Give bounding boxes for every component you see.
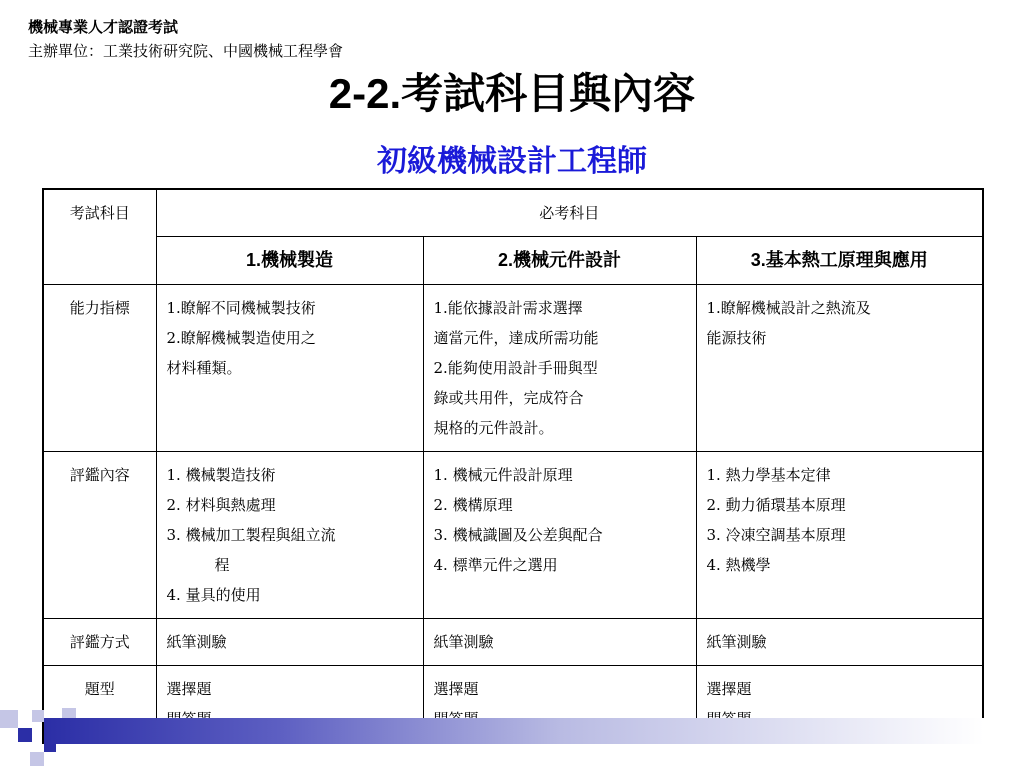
subject-1: 1.機械製造 <box>156 237 423 285</box>
table-cell: 1. 機械元件設計原理 2. 機構原理 3. 機械識圖及公差與配合 4. 標準元件之選用 <box>423 452 696 619</box>
table-cell: 選擇題 <box>156 666 423 744</box>
subjects-row <box>43 237 983 285</box>
table-row <box>43 619 983 666</box>
table-cell: 紙筆測驗 <box>423 619 696 666</box>
table-header-row <box>43 189 983 237</box>
decor-gradient-bar <box>44 718 984 744</box>
table-cell: 1. 熱力學基本定律 2. 動力循環基本原理 3. 冷凍空調基本原理 4. 熱機學 <box>696 452 983 619</box>
table-cell: 1.瞭解機械設計之熱流及 能源技術 <box>696 285 983 452</box>
decor-square-light-2 <box>32 710 44 722</box>
table-row <box>43 452 983 619</box>
table-cell: 選擇題 <box>696 666 983 744</box>
corner-header: 考試科目 <box>43 189 156 285</box>
table-cell: 1.能依據設計需求選擇 適當元件，達成所需功能 2.能夠使用設計手冊與型 錄或共用件，完成符合 規格的元件設計。 <box>423 285 696 452</box>
exam-table <box>42 188 984 744</box>
decor-square-light-4 <box>30 752 44 766</box>
row-label: 評鑑內容 <box>43 452 156 619</box>
subject-2: 2.機械元件設計 <box>423 237 696 285</box>
required-subjects-header: 必考科目 <box>156 189 983 237</box>
table-cell: 選擇題 <box>423 666 696 744</box>
page-title <box>0 66 1024 122</box>
table-cell: 紙筆測驗 <box>696 619 983 666</box>
header-organizer: 主辦單位：工業技術研究院、中國機械工程學會 <box>28 42 344 60</box>
table-cell: 1.瞭解不同機械製技術 2.瞭解機械製造使用之 材料種類。 <box>156 285 423 452</box>
table-cell: 紙筆測驗 <box>156 619 423 666</box>
title-number: 2-2. <box>328 70 402 117</box>
row-label: 題型 <box>43 666 156 744</box>
decor-square-dark-1 <box>18 728 32 742</box>
row-label: 評鑑方式 <box>43 619 156 666</box>
decor-square-light-1 <box>0 710 18 728</box>
subject-3: 3.基本熱工原理與應用 <box>696 237 983 285</box>
table-cell: 1. 機械製造技術 2. 材料與熱處理 3. 機械加工製程與組立流 程 4. 量具的使用 <box>156 452 423 619</box>
row-label: 能力指標 <box>43 285 156 452</box>
page-subtitle: 初級機械設計工程師 <box>377 144 647 179</box>
header-org-title: 機械專業人才認證考試 <box>28 18 179 36</box>
title-text: 考試科目與內容 <box>401 69 696 118</box>
table-row <box>43 285 983 452</box>
